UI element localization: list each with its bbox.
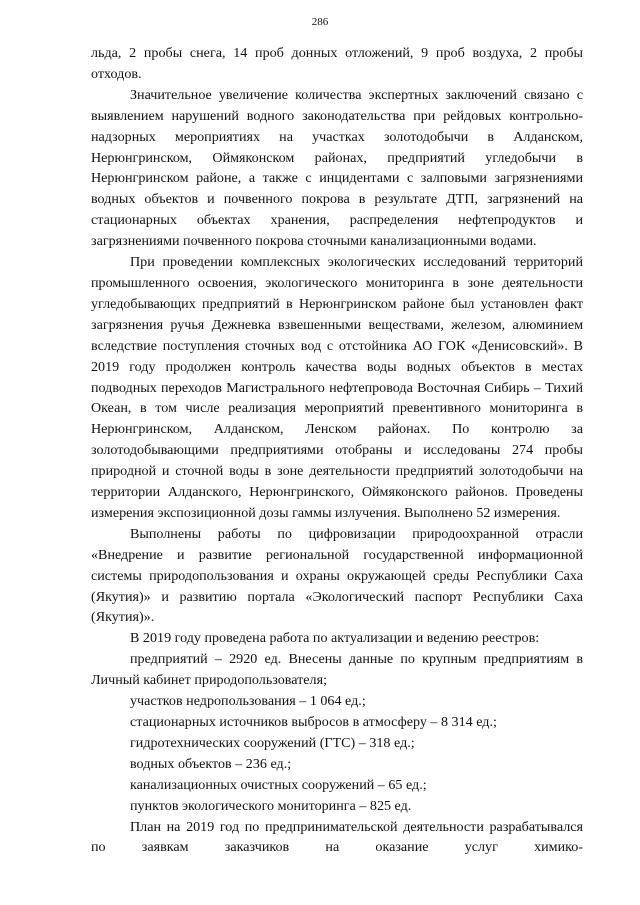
paragraph-continuation: льда, 2 пробы снега, 14 проб донных отложений, 9 проб воздуха, 2 пробы отходов. bbox=[91, 45, 583, 82]
registry-item-enterprises: предприятий – 2920 ед. Внесены данные по крупным предприятиям в Личный кабинет природопользователя; bbox=[91, 651, 583, 689]
paragraph-expert-conclusions: Значительное увеличение количества экспертных заключений связано с выявлением нарушений водного законодательства при рейдовых контрольно-надзорных мероприятиях на участках золотодобычи в Алданском, Нерюнгринском, Оймяконском районах, предприятий угледобычи в Нерюнгринском районе, а также с инцидентами с залповыми загрязнениями водных объектов и почвенного покрова в результате ДТП, загрязнений на стационарных объектах хранения, распределения нефтепродуктов и загрязнениями почвенного покрова сточными канализационными водами. bbox=[91, 86, 583, 250]
registry-item-hydraulic-structures: гидротехнических сооружений (ГТС) – 318 ед.; bbox=[130, 734, 415, 751]
registry-item-subsoil: участков недропользования – 1 064 ед.; bbox=[130, 693, 366, 710]
document-body bbox=[91, 43, 583, 858]
registry-item-monitoring-points: пунктов экологического мониторинга – 825 ед. bbox=[130, 797, 412, 814]
registry-item-emission-sources: стационарных источников выбросов в атмосферу – 8 314 ед.; bbox=[130, 714, 497, 730]
registry-item-treatment-facilities: канализационных очистных сооружений – 65 ед.; bbox=[130, 776, 427, 793]
paragraph-ecological-research: При проведении комплексных экологических исследований территорий промышленного освоения, экологического мониторинга в зоне деятельности угледобывающих предприятий в Нерюнгринском районе был установлен факт загрязнения ручья Дежневка взвешенными веществами, железом, алюминием вследствие поступления сточных вод с отстойника АО ГОК «Денисовский». В 2019 году продолжен контроль качества воды водных объектов в местах подводных переходов Магистрального нефтепровода Восточная Сибирь – Тихий Океан, в том числе реализация мероприятий превентивного мониторинга в Нерюнгринском, Алданском, Ленском районах. По контролю за золотодобывающими предприятиями отобраны и исследованы 274 пробы природной и сточной воды в зоне деятельности предприятий золотодобычи на территории Алданского, Нерюнгринского, Оймяконского районов. Проведены измерения экспозиционной дозы гаммы излучения. Выполнено 52 измерения. bbox=[91, 254, 583, 521]
page-number: 286 bbox=[311, 16, 329, 28]
registry-item-water-bodies: водных объектов – 236 ед.; bbox=[130, 755, 292, 772]
paragraph-digitalization: Выполнены работы по цифровизации природоохранной отрасли «Внедрение и развитие региональной государственной информационной системы природопользования и охраны окружающей среды Республики Саха (Якутия)» и развитию портала «Экологический паспорт Республики Саха (Якутия)». bbox=[91, 525, 583, 626]
paragraph-registries-intro: В 2019 году проведена работа по актуализации и ведению реестров: bbox=[130, 630, 540, 647]
paragraph-business-plan: План на 2019 год по предпринимательской деятельности разрабатывался по заявкам заказчиков на оказание услуг химико- bbox=[91, 818, 583, 856]
